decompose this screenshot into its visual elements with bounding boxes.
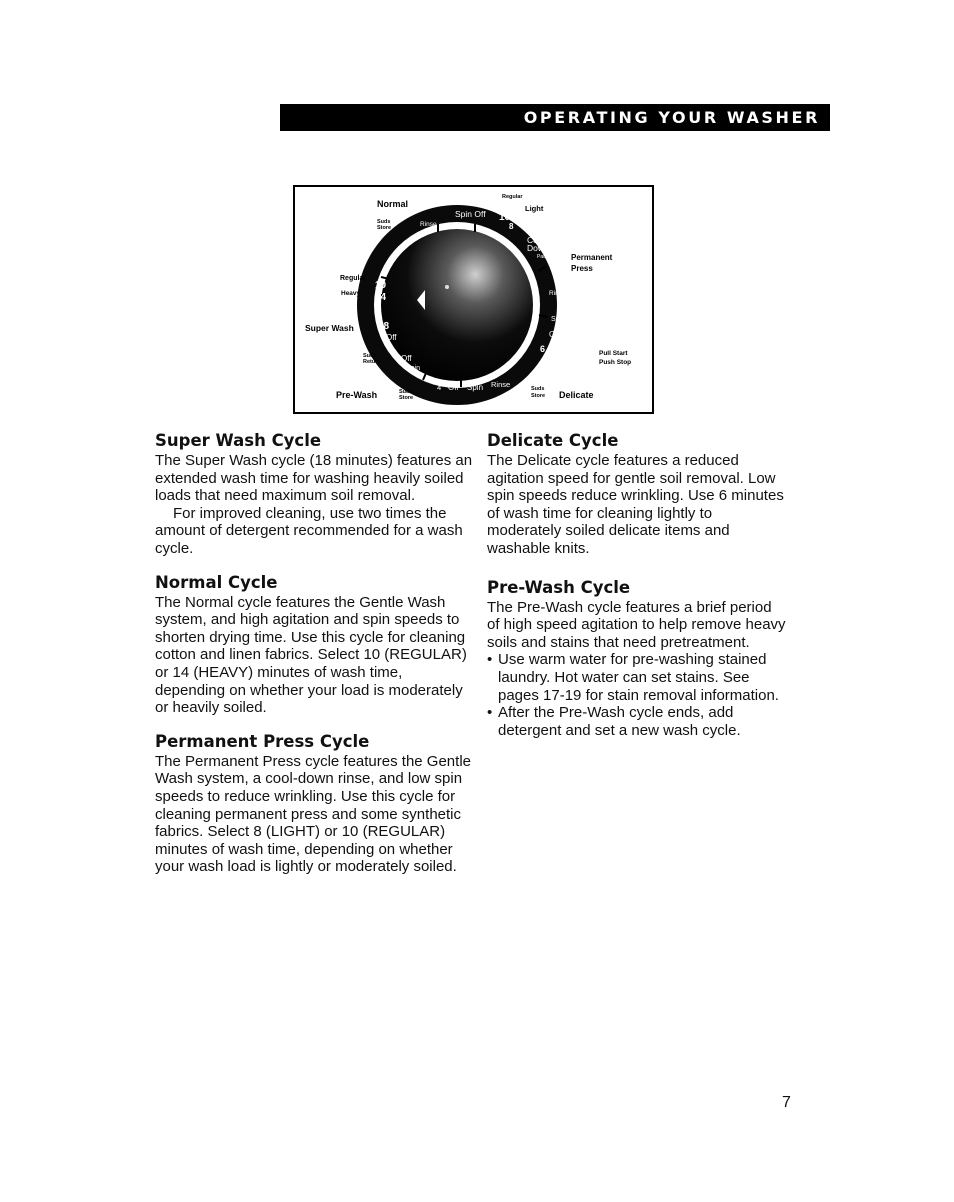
label-suds-store-p1: Suds [399, 389, 413, 395]
label-super-wash: Super Wash [305, 323, 354, 333]
label-delicate: Delicate [559, 390, 594, 400]
heading-super-wash: Super Wash Cycle [155, 431, 322, 450]
heading-normal: Normal Cycle [155, 572, 278, 592]
label-regular-top: Regular [502, 194, 523, 200]
label-regular-left: Regular [340, 275, 367, 282]
left-column [155, 430, 475, 876]
band-spin-off: Spin Off [455, 209, 486, 219]
label-suds-store-n2: Store [377, 225, 392, 231]
pre-wash-paragraph: The Pre-Wash cycle features a brief period of high speed agitation to help remove heavy soils and stains that need pretreatment. [487, 598, 786, 651]
band-cool: Cool [527, 235, 545, 245]
banner-title: OPERATING YOUR WASHER [523, 108, 820, 127]
label-suds-return-2: Return [363, 359, 381, 365]
label-normal: Normal [377, 199, 409, 209]
band-18: 18 [378, 321, 390, 332]
delicate-paragraph: The Delicate cycle features a reduced agitation speed for gentle soil removal. Low spin speeds reduce wrinkling. Use 6 minutes of wash time for cleaning lightly to moderately soiled delicate items and washable knits. [487, 452, 784, 557]
list-item: • After the Pre-Wash cycle ends, add detergent and set a new wash cycle. [487, 704, 787, 739]
label-suds-store-n1: Suds [377, 219, 391, 225]
label-pull-start: Pull Start [599, 350, 628, 357]
band-off-mid: Off [401, 354, 412, 363]
band-off-left: Off [386, 333, 397, 342]
control-dial-diagram [293, 185, 654, 414]
band-14: 14 [375, 292, 387, 303]
label-suds-store-d2: Store [531, 393, 546, 399]
band-pause: Pause [537, 254, 552, 260]
label-suds-return-1: Suds [363, 353, 377, 359]
band-rinse-top: Rinse [420, 221, 437, 228]
band-rinse-bottom: Rinse [491, 380, 511, 389]
permanent-press-paragraph: The Permanent Press cycle features the Gentle Wash system, a cool-down rinse, and low spin speeds to reduce wrinkling. Use this cycle for cleaning permanent press and some synthetic fabrics. Select 8 (LIGHT) or 10 (REGULAR) minutes of wash time, depending on whether your wash load is lightly or moderately soiled. [155, 752, 471, 876]
dial-svg [295, 187, 652, 412]
band-8: 8 [509, 222, 514, 231]
list-item: • Use warm water for pre-washing stained laundry. Hot water can set stains. See pages 17-19 for stain removal information. [487, 651, 787, 704]
band-6: 6 [540, 344, 546, 354]
band-10-top: 10 [499, 212, 511, 223]
label-suds-store-p2: Store [399, 395, 414, 401]
label-heavy: Heavy [341, 290, 361, 297]
heading-delicate: Delicate Cycle [487, 431, 619, 450]
super-wash-paragraph-1: The Super Wash cycle (18 minutes) features an extended wash time for washing heavily soiled loads that need maximum soil removal. [155, 452, 473, 505]
label-press: Press [571, 264, 593, 273]
page-number: 7 [782, 1094, 791, 1111]
band-spin-bottom: Spin [467, 383, 484, 392]
label-push-stop: Push Stop [599, 359, 632, 366]
band-spin-left: Spin [406, 365, 421, 372]
section-banner [280, 104, 830, 131]
band-10-left: 10 [375, 280, 387, 291]
label-light: Light [525, 204, 544, 213]
band-down: Down [527, 243, 549, 253]
dial-highlight [445, 285, 449, 289]
normal-paragraph: The Normal cycle features the Gentle Wash system, and high agitation and spin speeds to shorten drying time. Use this cycle for cleaning cotton and linen fabrics. Select 10 (REGULAR) or 14 (HEAVY) minutes of wash time, depending on whether your load is moderately or heavily soiled. [155, 593, 467, 717]
heading-pre-wash: Pre-Wash Cycle [487, 577, 631, 597]
band-off-bottom: Off [448, 383, 459, 392]
label-suds-store-d1: Suds [531, 386, 545, 392]
band-off-right: Off [549, 330, 560, 339]
band-4: 4 [437, 383, 442, 392]
band-rinse-right: Rinse [549, 290, 566, 297]
label-permanent: Permanent [571, 253, 613, 262]
pre-wash-bullets [487, 651, 787, 739]
right-column [487, 430, 787, 739]
super-wash-paragraph-2: For improved cleaning, use two times the amount of detergent recommended for a wash cycle. [155, 504, 463, 557]
label-pre-wash: Pre-Wash [336, 390, 378, 400]
heading-permanent-press: Permanent Press Cycle [155, 731, 370, 751]
band-spin-right: Spin [551, 316, 566, 323]
